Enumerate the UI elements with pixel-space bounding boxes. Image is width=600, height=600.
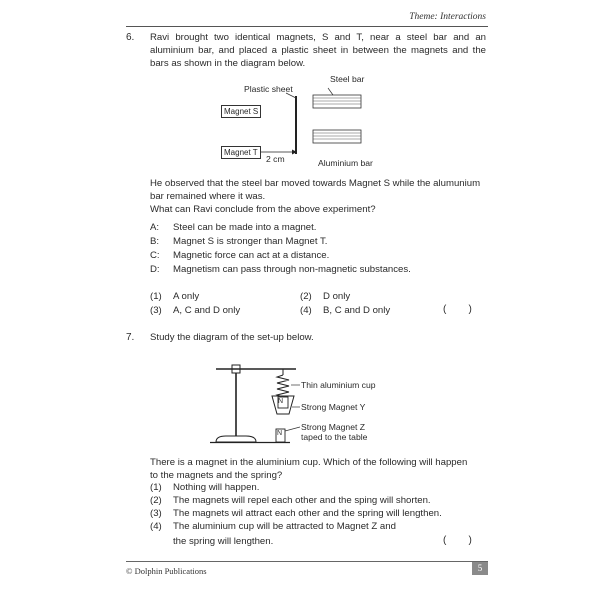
q7-text-line2: to the magnets and the spring? — [150, 470, 283, 481]
steel-bar-label: Steel bar — [330, 74, 365, 84]
stand-base — [216, 436, 256, 442]
q6-number: 6. — [126, 32, 135, 43]
q7-number: 7. — [126, 332, 135, 343]
plastic-sheet-label: Plastic sheet — [244, 84, 293, 94]
q7-option-2-text: The magnets will repel each other and the sping will shorten. — [173, 495, 431, 506]
q7-option-3-num: (3) — [150, 508, 162, 519]
aluminium-bar-label: Aluminium bar — [318, 158, 373, 168]
magnet-s-box: Magnet S — [221, 105, 261, 118]
magnet-y-label: Strong Magnet Y — [301, 402, 366, 412]
q6-option-a-text: Steel can be made into a magnet. — [173, 222, 317, 233]
q7-option-1-num: (1) — [150, 482, 162, 493]
q7-option-1-text: Nothing will happen. — [173, 482, 260, 493]
magnet-z-pole: N — [277, 430, 283, 437]
q7-option-4-num: (4) — [150, 521, 162, 532]
q6-question: What can Ravi conclude from the above experiment? — [150, 204, 376, 215]
q6-option-b-text: Magnet S is stronger than Magnet T. — [173, 236, 328, 247]
page-header-theme: Theme: Interactions — [409, 12, 486, 22]
q6-option-b-letter: B: — [150, 236, 160, 247]
magnet-y-pole: N — [278, 398, 284, 405]
page-number: 5 — [472, 562, 488, 575]
q6-answer-3-text: A, C and D only — [173, 305, 241, 316]
distance-label: 2 cm — [266, 154, 285, 164]
magnet-t-box: Magnet T — [221, 146, 261, 159]
q6-answer-4-text: B, C and D only — [323, 305, 391, 316]
magnet-z-label-line2: taped to the table — [301, 432, 368, 442]
q6-option-c-text: Magnetic force can act at a distance. — [173, 250, 330, 261]
q6-option-d-text: Magnetism can pass through non-magnetic substances. — [173, 264, 411, 275]
q6-answer-1-text: A only — [173, 291, 200, 302]
q6-observation-line2: bar remained where it was. — [150, 191, 266, 202]
footer-divider — [126, 561, 488, 562]
q6-option-a-letter: A: — [150, 222, 160, 233]
q6-observation-line1: He observed that the steel bar moved towards Magnet S while the alumunium — [150, 178, 481, 189]
cup-label: Thin aluminium cup — [301, 380, 376, 390]
q6-answer-1-num: (1) — [150, 291, 162, 302]
q7-option-4-text: The aluminium cup will be attracted to Magnet Z and — [173, 521, 396, 532]
q6-option-d-letter: D: — [150, 264, 160, 275]
magnet-z-label-line1: Strong Magnet Z — [301, 422, 366, 432]
q7-option-4-text-cont: the spring will lengthen. — [173, 536, 274, 547]
q6-answer-3-num: (3) — [150, 305, 162, 316]
q6-answer-2-num: (2) — [300, 291, 312, 302]
q6-answer-2-text: D only — [323, 291, 351, 302]
q6-stem: Ravi brought two identical magnets, S and T, near a steel bar and an aluminium bar, and placed a plastic sheet in between the magnets and the bars as shown in the diagram below. — [150, 32, 486, 69]
q7-option-3-text: The magnets wil attract each other and the spring will lengthen. — [173, 508, 442, 519]
q7-text-line1: There is a magnet in the aluminium cup. Which of the following will happen — [150, 457, 468, 468]
q6-answer-4-num: (4) — [300, 305, 312, 316]
q6-answer-bracket[interactable]: ( ) — [443, 304, 472, 315]
q6-option-c-letter: C: — [150, 250, 160, 261]
spring — [277, 375, 289, 397]
footer-publisher: © Dolphin Publications — [126, 566, 207, 576]
q7-option-2-num: (2) — [150, 495, 162, 506]
q7-answer-bracket[interactable]: ( ) — [443, 535, 472, 546]
q7-stem: Study the diagram of the set-up below. — [150, 332, 314, 343]
